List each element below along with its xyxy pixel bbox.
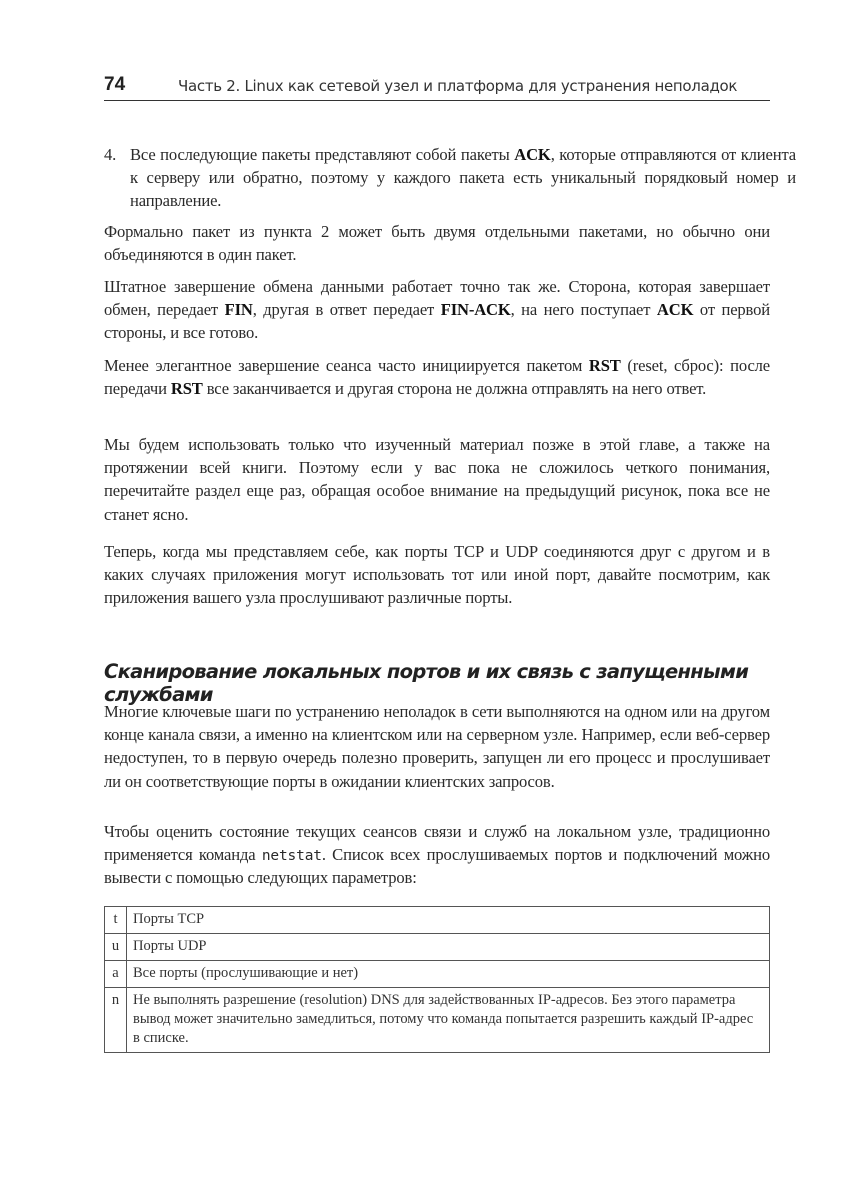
text-run: , на него поступает — [510, 300, 657, 320]
page-number: 74 — [104, 74, 126, 95]
table-row — [105, 934, 770, 961]
bold-term: RST — [588, 356, 621, 375]
bold-term: ACK — [514, 145, 551, 164]
option-key: u — [105, 934, 127, 961]
text-run: , которые отправляются от клиента к серверу или обратно, поэтому у каждого пакета есть уникальный порядковый номер и направление. — [130, 145, 796, 211]
text-run: Менее элегантное завершение сеанса часто инициируется пакетом — [104, 356, 589, 375]
paragraph — [104, 275, 770, 345]
running-header — [104, 72, 770, 101]
text-run: (reset, сброс): после передачи — [104, 356, 771, 399]
option-description: Порты TCP — [127, 907, 770, 934]
paragraph — [104, 433, 770, 526]
inline-code: netstat — [261, 848, 322, 865]
list-item-text — [130, 145, 796, 210]
option-key: a — [105, 961, 127, 988]
text-run: Мы будем использовать только что изученный материал позже в этой главе, а также на протяжении всей книги. Поэтому если у вас пока не сложилось четкого понимания, перечитайте раздел еще раз, обращая особое внимание на предыдущий рисунок, пока все не станет ясно. — [104, 435, 770, 524]
paragraph — [104, 354, 770, 400]
text-run: все заканчивается и другая сторона не должна отправлять на него ответ. — [202, 379, 707, 399]
bold-term: FIN-ACK — [440, 300, 511, 320]
paragraph — [104, 220, 770, 266]
bold-term: RST — [170, 379, 203, 399]
option-description: Все порты (прослушивающие и нет) — [127, 961, 770, 988]
text-run: Многие ключевые шаги по устранению неполадок в сети выполняются на одном или на другом конце канала связи, а именно на клиентском или на серверном узле. Например, если веб-сервер недоступен, то в первую очередь полезно проверить, запущен ли его процесс и прослушивает ли он соответствующие порты в ожидании клиентских запросов. — [104, 702, 770, 791]
paragraph — [104, 820, 770, 890]
text-run: от первой стороны, и все готово. — [104, 300, 771, 343]
paragraph — [104, 540, 770, 610]
text-run: Формально пакет из пункта 2 может быть двумя отдельными пакетами, но обычно они объединяются в один пакет. — [104, 222, 770, 265]
option-key: n — [105, 988, 127, 1053]
running-title: Часть 2. Linux как сетевой узел и платформа для устранения неполадок — [178, 77, 738, 95]
text-run: Чтобы оценить состояние текущих сеансов связи и служб на локальном узле, традиционно применяется команда — [104, 822, 770, 865]
list-item-4 — [104, 143, 796, 213]
text-run: Теперь, когда мы представляем себе, как порты TCP и UDP соединяются друг с другом и в каких случаях приложения могут использовать тот или иной порт, давайте посмотрим, как приложения вашего узла прослушивают различные порты. — [104, 542, 770, 608]
option-description: Не выполнять разрешение (resolution) DNS для задействованных IP-адресов. Без этого параметра вывод может значительно замедлиться, потому что команда попытается разрешить каждый IP-адрес в списке. — [127, 988, 770, 1053]
list-number: 4. — [104, 145, 117, 164]
table-row — [105, 961, 770, 988]
bold-term: FIN — [224, 300, 253, 320]
table-row — [105, 907, 770, 934]
option-description: Порты UDP — [127, 934, 770, 961]
bold-term: ACK — [656, 300, 694, 320]
options-table — [104, 906, 770, 1053]
table-row — [105, 988, 770, 1053]
text-run: . Список всех прослушиваемых портов и подключений можно вывести с помощью следующих параметров: — [104, 845, 770, 888]
text-run: Штатное завершение обмена данными работает точно так же. Сторона, которая завершает обмен, передает — [104, 277, 770, 320]
paragraph — [104, 700, 770, 793]
text-run: , другая в ответ передает — [252, 300, 441, 320]
section-heading: Сканирование локальных портов и их связь с запущенными службами — [104, 660, 749, 706]
text-run: Все последующие пакеты представляют собой пакеты — [130, 145, 515, 164]
option-key: t — [105, 907, 127, 934]
